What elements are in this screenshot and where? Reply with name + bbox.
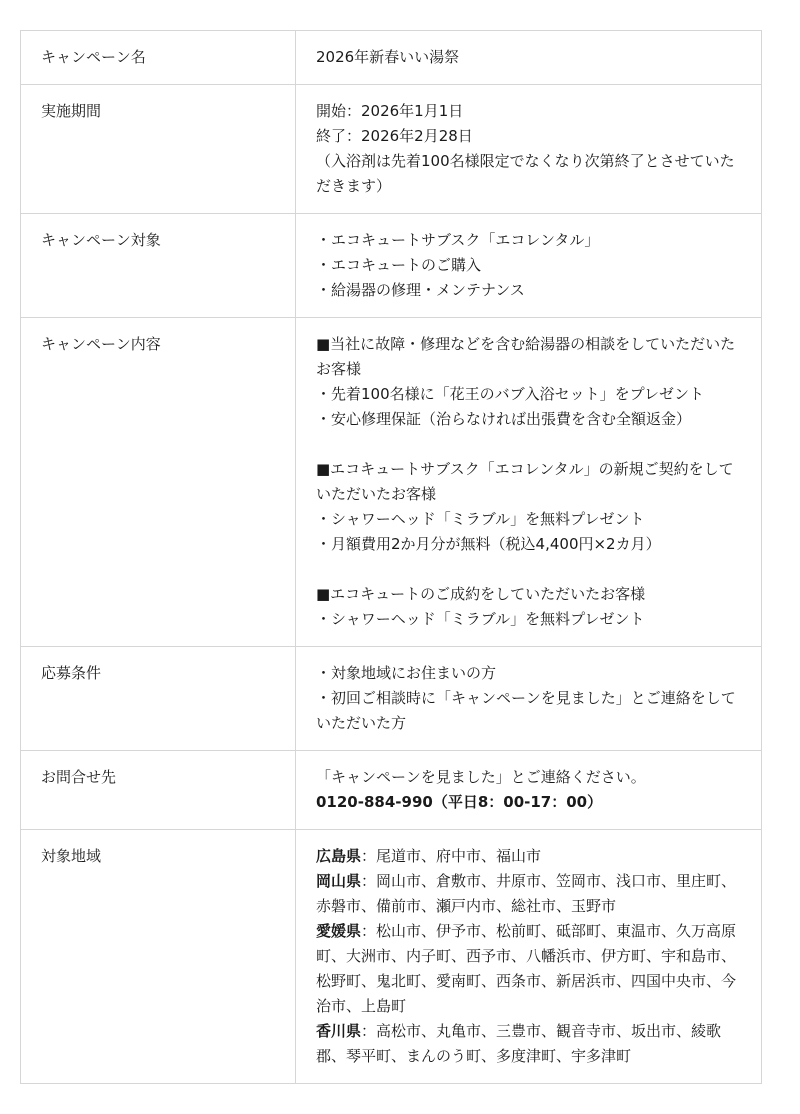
- section-heading: ■当社に故障・修理などを含む給湯器の相談をしていただいたお客様: [316, 335, 736, 378]
- area-hiroshima: [316, 844, 741, 869]
- campaign-info-table: [20, 30, 762, 1084]
- table-row-campaign-name: [21, 31, 762, 85]
- table-row-target: [21, 214, 762, 318]
- list-item: ・エコキュートのご購入: [316, 256, 482, 274]
- prefecture-name: 愛媛県: [316, 922, 362, 940]
- area-kagawa: [316, 1019, 741, 1069]
- city-list: ：岡山市、倉敷市、井原市、笠岡市、浅口市、里庄町、赤磐市、備前市、瀬戸内市、総社市、玉野市: [316, 872, 737, 915]
- row-label: 応募条件: [21, 647, 296, 751]
- row-label: キャンペーン対象: [21, 214, 296, 318]
- prefecture-name: 岡山県: [316, 872, 362, 890]
- row-value: [296, 318, 762, 647]
- row-value: [296, 647, 762, 751]
- table-row-conditions: [21, 647, 762, 751]
- section-heading: ■エコキュートサブスク「エコレンタル」の新規ご契約をしていただいたお客様: [316, 460, 734, 503]
- row-label: キャンペーン内容: [21, 318, 296, 647]
- list-item: ・シャワーヘッド「ミラブル」を無料プレゼント: [316, 510, 645, 528]
- row-value: [296, 214, 762, 318]
- spacer: [316, 432, 741, 457]
- campaign-name-text: 2026年新春いい湯祭: [316, 48, 460, 66]
- table-row-areas: [21, 830, 762, 1084]
- list-item: ・対象地域にお住まいの方: [316, 664, 497, 682]
- campaign-table-wrapper: [20, 30, 762, 1084]
- list-item: ・シャワーヘッド「ミラブル」を無料プレゼント: [316, 610, 645, 628]
- period-start: 開始：2026年1月1日: [316, 102, 464, 120]
- row-value: [296, 830, 762, 1084]
- area-ehime: [316, 919, 741, 1019]
- list-item: ・エコキュートサブスク「エコレンタル」: [316, 231, 600, 249]
- row-value: [296, 31, 762, 85]
- row-value: [296, 751, 762, 830]
- list-item: ・月額費用2か月分が無料（税込4,400円×2カ月）: [316, 535, 661, 553]
- city-list: ：尾道市、府中市、福山市: [361, 847, 542, 865]
- section-heading: ■エコキュートのご成約をしていただいたお客様: [316, 585, 646, 603]
- city-list: ：松山市、伊予市、松前町、砥部町、東温市、久万高原町、大洲市、内子町、西予市、八幡浜市、伊方町、宇和島市、松野町、鬼北町、愛南町、西条市、新居浜市、四国中央市、今治市、上島町: [316, 922, 737, 1015]
- prefecture-name: 香川県: [316, 1022, 362, 1040]
- contact-instruction: 「キャンペーンを見ました」とご連絡ください。: [316, 768, 646, 786]
- row-label: お問合せ先: [21, 751, 296, 830]
- row-label: 対象地域: [21, 830, 296, 1084]
- row-label: キャンペーン名: [21, 31, 296, 85]
- period-end: 終了：2026年2月28日: [316, 127, 473, 145]
- row-label: 実施期間: [21, 85, 296, 214]
- list-item: ・給湯器の修理・メンテナンス: [316, 281, 525, 299]
- spacer: [316, 557, 741, 582]
- period-note: （入浴剤は先着100名様限定でなくなり次第終了とさせていただきます）: [316, 152, 735, 195]
- area-okayama: [316, 869, 741, 919]
- city-list: ：高松市、丸亀市、三豊市、観音寺市、坂出市、綾歌郡、琴平町、まんのう町、多度津町、宇多津町: [316, 1022, 722, 1065]
- table-row-contact: [21, 751, 762, 830]
- list-item: ・初回ご相談時に「キャンペーンを見ました」とご連絡をしていただいた方: [316, 689, 736, 732]
- table-row-content: [21, 318, 762, 647]
- table-row-period: [21, 85, 762, 214]
- list-item: ・安心修理保証（治らなければ出張費を含む全額返金）: [316, 410, 692, 428]
- list-item: ・先着100名様に「花王のバブ入浴セット」をプレゼント: [316, 385, 705, 403]
- contact-phone: 0120-884-990（平日8：00-17：00）: [316, 793, 603, 811]
- row-value: [296, 85, 762, 214]
- prefecture-name: 広島県: [316, 847, 362, 865]
